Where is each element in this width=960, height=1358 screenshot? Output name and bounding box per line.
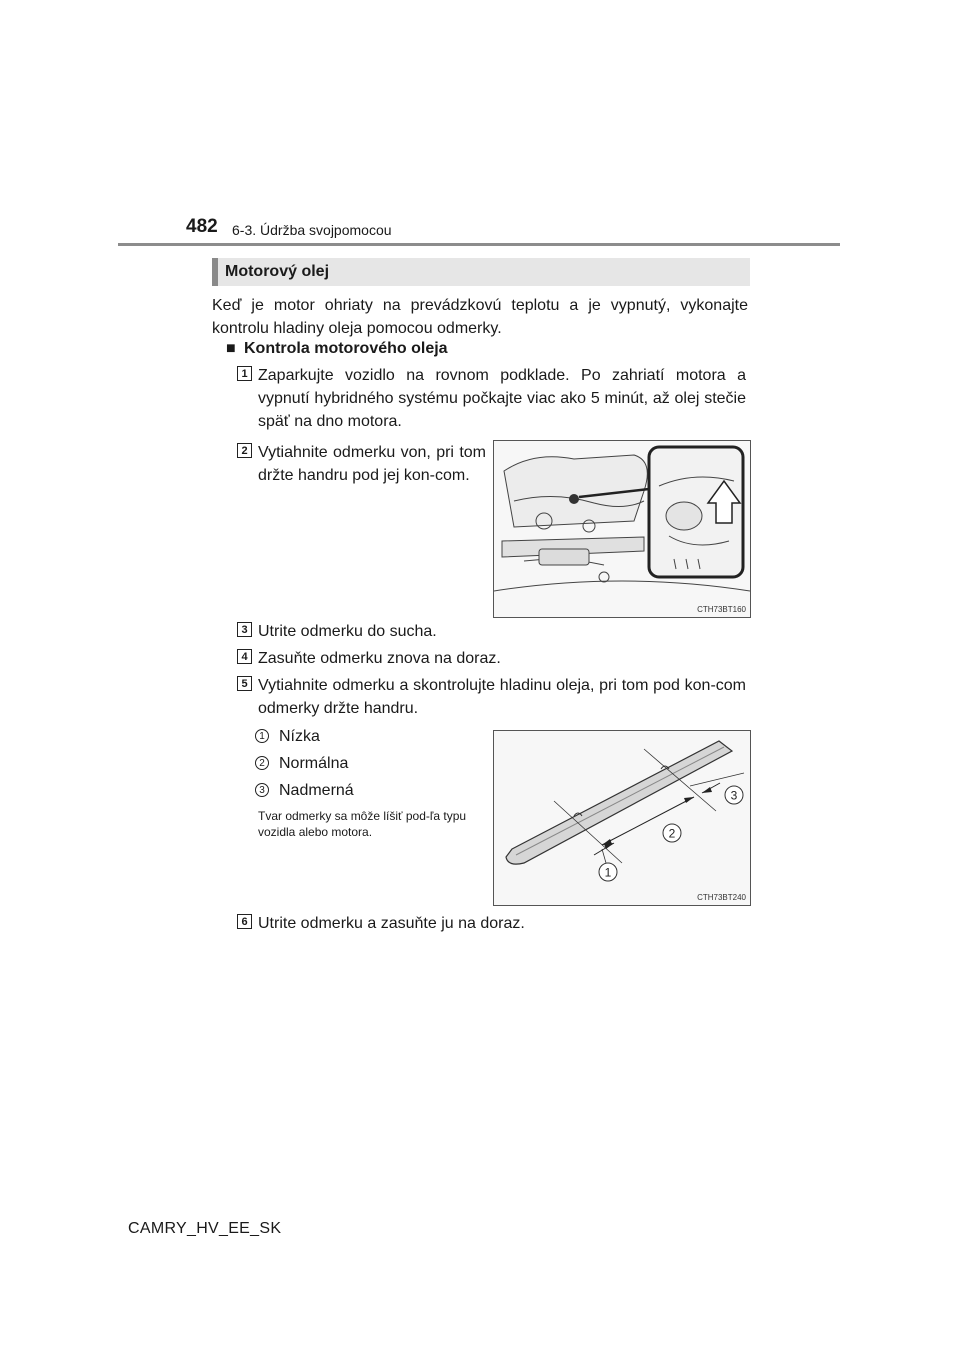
level-label-low: Nízka	[279, 728, 320, 745]
step-text-1: Zaparkujte vozidlo na rovnom podklade. Po zahriatí motora a vypnutí hybridného systému počkajte viac ako 5 minút, až olej stečie späť na dno motora.	[258, 367, 746, 430]
callout-2: 2	[668, 826, 676, 841]
level-number-1: 1	[255, 729, 269, 743]
page-number: 482	[186, 216, 218, 237]
step-number-5: 5	[237, 676, 252, 691]
callout-3: 3	[730, 788, 738, 803]
section-header	[212, 258, 750, 286]
step-number-2: 2	[237, 443, 252, 458]
chapter-title: 6-3. Údržba svojpomocou	[232, 222, 392, 238]
header-divider	[118, 243, 840, 246]
subsection-title: Kontrola motorového oleja	[244, 340, 448, 357]
dipstick-illustration	[494, 731, 750, 905]
callout-1: 1	[604, 865, 612, 880]
step-number-3: 3	[237, 622, 252, 637]
dipstick-figure-code: CTH73BT240	[697, 893, 746, 902]
model-code: CAMRY_HV_EE_SK	[128, 1220, 282, 1237]
level-label-excessive: Nadmerná	[279, 782, 354, 799]
square-bullet-icon: ■	[226, 340, 236, 357]
engine-bay-illustration	[494, 441, 750, 617]
step-number-1: 1	[237, 366, 252, 381]
step-text-3: Utrite odmerku do sucha.	[258, 623, 437, 640]
engine-figure-code: CTH73BT160	[697, 605, 746, 614]
level-label-normal: Normálna	[279, 755, 349, 772]
dipstick-shape-note: Tvar odmerky sa môže líšiť pod-ľa typu vozidla alebo motora.	[258, 809, 467, 839]
engine-bay-figure	[493, 440, 751, 618]
level-number-2: 2	[255, 756, 269, 770]
intro-paragraph: Keď je motor ohriaty na prevádzkovú teplotu a je vypnutý, vykonajte kontrolu hladiny oleja pomocou odmerky.	[212, 297, 748, 337]
step-text-6: Utrite odmerku a zasuňte ju na doraz.	[258, 915, 525, 932]
step-text-4: Zasuňte odmerku znova na doraz.	[258, 650, 501, 667]
section-accent	[212, 258, 218, 286]
level-number-3: 3	[255, 783, 269, 797]
section-title: Motorový olej	[225, 263, 330, 280]
step-number-4: 4	[237, 649, 252, 664]
step-text-5: Vytiahnite odmerku a skontrolujte hladinu oleja, pri tom pod kon-com odmerky držte handru.	[258, 677, 746, 717]
step-text-2: Vytiahnite odmerku von, pri tom držte handru pod jej kon-com.	[258, 444, 486, 484]
dipstick-figure	[493, 730, 751, 906]
step-number-6: 6	[237, 914, 252, 929]
